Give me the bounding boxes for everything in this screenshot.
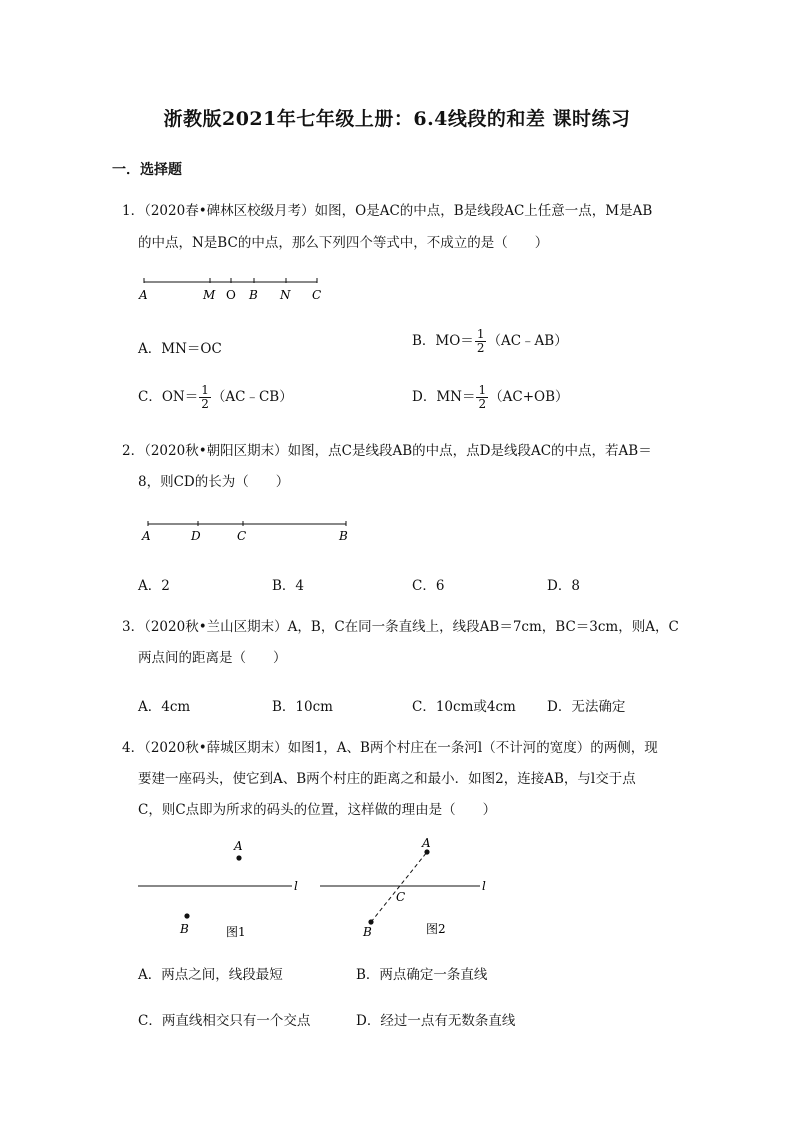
q2-option-d[interactable]: D．8 <box>547 578 580 594</box>
q1-option-b-prefix: B．MO＝ <box>412 333 474 349</box>
q1-option-d[interactable] <box>412 384 569 411</box>
fig1-label-a: A <box>234 839 243 853</box>
q4-option-c[interactable]: C．两直线相交只有一个交点 <box>138 1013 311 1029</box>
q1-option-d-suffix: （AC+OB） <box>489 389 569 405</box>
fig2-label-a: A <box>422 836 431 850</box>
q4-option-a[interactable]: A．两点之间，线段最短 <box>138 967 283 983</box>
q3-line2: 两点间的距离是（ ） <box>138 650 287 666</box>
q2-option-c[interactable]: C．6 <box>412 578 445 594</box>
fig2-caption: 图2 <box>426 922 446 936</box>
page-title: 浙教版2021年七年级上册：6.4线段的和差 课时练习 <box>163 108 631 130</box>
q3-option-a[interactable]: A．4cm <box>138 699 191 715</box>
q4-option-b[interactable]: B．两点确定一条直线 <box>356 967 488 983</box>
q2-option-b[interactable]: B．4 <box>272 578 305 594</box>
fig1-point-b <box>184 913 189 918</box>
q1-option-c[interactable] <box>138 384 293 411</box>
q1-option-b-suffix: （AC﹣AB） <box>487 333 568 349</box>
q4-line2: 要建一座码头，使它到A、B两个村庄的距离之和最小．如图2，连接AB，与l交于点 <box>138 771 636 787</box>
q1-line1: 1．（2020春•碑林区校级月考）如图，O是AC的中点，B是线段AC上任意一点，M是AB <box>122 203 653 219</box>
fig1-caption: 图1 <box>226 925 246 939</box>
q1-label-m: M <box>203 288 216 302</box>
fig1-point-a <box>236 855 241 860</box>
q2-label-b: B <box>339 529 348 543</box>
fig2-label-c: C <box>396 890 406 904</box>
q4-line3: C，则C点即为所求的码头的位置，这样做的理由是（ ） <box>138 802 497 818</box>
fig1-label-l: l <box>294 879 298 893</box>
q2-segment-figure <box>136 516 356 544</box>
q1-label-a: A <box>139 288 148 302</box>
fig1-label-b: B <box>180 922 189 936</box>
q1-label-o: O <box>226 288 236 302</box>
q4-figures <box>130 836 510 946</box>
q4-option-d[interactable]: D．经过一点有无数条直线 <box>356 1013 516 1029</box>
q3-option-b[interactable]: B．10cm <box>272 699 333 715</box>
q4-figure-2 <box>320 836 486 939</box>
q1-segment-figure <box>130 270 340 306</box>
q1-label-c: C <box>312 288 322 302</box>
q1-option-a[interactable]: A．MN＝OC <box>138 341 222 357</box>
fig2-dashed-ab <box>371 852 427 922</box>
q2-line2: 8，则CD的长为（ ） <box>138 474 290 490</box>
q1-label-n: N <box>280 288 291 302</box>
q1-line2: 的中点，N是BC的中点，那么下列四个等式中，不成立的是（ ） <box>138 235 549 251</box>
q3-option-c[interactable]: C．10cm或4cm <box>412 699 516 715</box>
q4-line1: 4．（2020秋•薛城区期末）如图1，A、B两个村庄在一条河l（不计河的宽度）的两侧，现 <box>122 740 658 756</box>
q3-option-d[interactable]: D．无法确定 <box>547 699 626 715</box>
q1-option-c-suffix: （AC﹣CB） <box>211 389 293 405</box>
fraction-one-half: $\frac{1}{2}$ <box>478 383 487 411</box>
fig2-point-a <box>424 849 429 854</box>
fig2-label-b: B <box>363 925 372 939</box>
q2-option-a[interactable]: A．2 <box>138 578 170 594</box>
q2-label-a: A <box>142 529 151 543</box>
fraction-one-half: $\frac{1}{2}$ <box>476 327 485 355</box>
fig2-point-b <box>368 919 373 924</box>
q1-label-b: B <box>249 288 258 302</box>
q1-option-d-prefix: D．MN＝ <box>412 389 476 405</box>
q1-option-b[interactable] <box>412 328 568 355</box>
fig2-label-l: l <box>482 879 486 893</box>
q2-label-d: D <box>191 529 201 543</box>
q4-figure-1 <box>138 839 298 939</box>
q2-line1: 2．（2020秋•朝阳区期末）如图，点C是线段AB的中点，点D是线段AC的中点，若AB＝ <box>122 443 652 459</box>
q3-line1: 3．（2020秋•兰山区期末）A，B，C在同一条直线上，线段AB＝7cm，BC＝3cm，则A，C <box>122 619 679 635</box>
section-heading: 一．选择题 <box>112 162 182 178</box>
fraction-one-half: $\frac{1}{2}$ <box>201 383 209 411</box>
q1-option-c-prefix: C．ON＝ <box>138 389 199 405</box>
q2-label-c: C <box>237 529 247 543</box>
